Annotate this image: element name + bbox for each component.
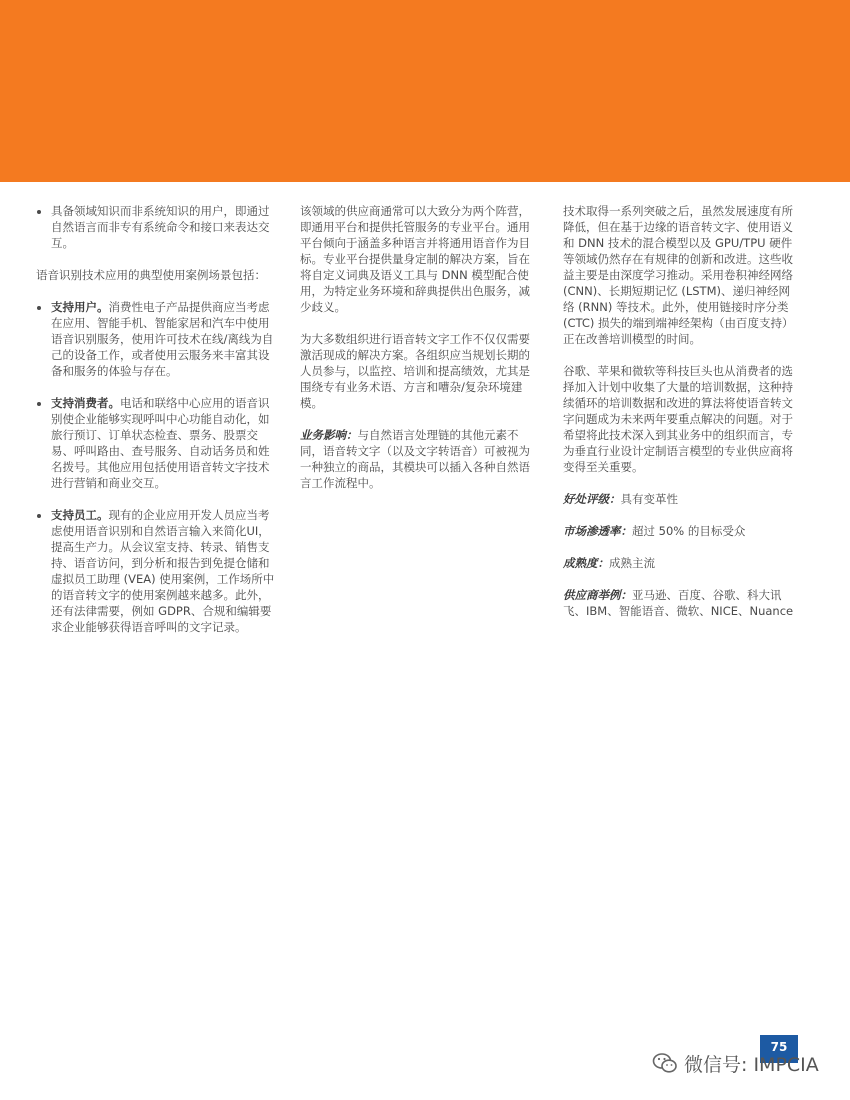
- maturity: [563, 555, 797, 571]
- business-impact-text: 与自然语言处理链的其他元素不同，语音转文字（以及文字转语音）可被视为一种独立的商品，其模块可以插入各种自然语言工作流程中。: [300, 428, 530, 490]
- page-number-badge: 75: [760, 1035, 798, 1063]
- bullet-title: 支持用户。: [51, 300, 109, 314]
- column-2: [300, 203, 534, 507]
- sample-vendors-label: 供应商举例：: [563, 588, 632, 602]
- planning-paragraph: 为大多数组织进行语音转文字工作不仅仅需要激活现成的解决方案。各组织应当规划长期的人员参与，以监控、培训和提高绩效，尤其是围绕专有业务术语、方言和嘈杂/复杂环境建模。: [300, 332, 530, 410]
- list-item: [36, 299, 276, 379]
- bullet-text: 现有的企业应用开发人员应当考虑使用语音识别和自然语言输入来简化UI，提高生产力。从会议室支持、转录、销售支持、语音访问，到分析和报告到免提仓储和虚拟员工助理 (VEA) 使用案例，工作场所中的语音转文字的使用案例越来越多。此外，还有法律需要，例如 GDPR、合规和编辑要求企业能够获得语音呼叫的文字记录。: [51, 508, 275, 634]
- bullet-title: 支持消费者。: [51, 396, 120, 410]
- watermark-text: 微信号: IMPCIA: [684, 1053, 819, 1076]
- column-3: [563, 203, 797, 635]
- list-item: [36, 507, 276, 635]
- vendors-camps-paragraph: 该领域的供应商通常可以大致分为两个阵营，即通用平台和提供托管服务的专业平台。通用平台倾向于涵盖多种语言并将通用语音作为目标。专业平台提供量身定制的解决方案，旨在将自定义词典及语义工具与 DNN 模型配合使用，为特定业务环境和辞典提供出色服务，减少歧义。: [300, 204, 530, 314]
- use-cases-heading: 语音识别技术应用的典型使用案例场景包括：: [36, 268, 266, 282]
- use-cases-list: [36, 299, 276, 635]
- benefit-rating: [563, 491, 797, 507]
- list-item: [36, 395, 276, 491]
- bullet-text: 消费性电子产品提供商应当考虑在应用、智能手机、智能家居和汽车中使用语音识别服务，使用许可技术在线/离线为自己的设备工作，或者使用云服务来丰富其设备和服务的体验与存在。: [51, 300, 274, 378]
- column-1: [36, 203, 276, 651]
- sample-vendors: [563, 587, 797, 619]
- benefit-rating-label: 好处评级：: [563, 492, 621, 506]
- business-impact-label: 业务影响：: [300, 428, 358, 442]
- business-impact: [300, 427, 534, 491]
- market-penetration: [563, 523, 797, 539]
- maturity-value: 成熟主流: [609, 556, 655, 570]
- sample-vendors-value: 亚马逊、百度、谷歌、科大讯飞、IBM、智能语音、微软、NICE、Nuance: [563, 588, 794, 618]
- bullet-text: 电话和联络中心应用的语音识别使企业能够实现呼叫中心功能自动化，如旅行预订、订单状态检查、票务、股票交易、呼叫路由、查号服务、自动话务员和姓名拨号。其他应用包括使用语音转文字技术进行营销和商业交互。: [51, 396, 270, 490]
- intro-list: [36, 203, 276, 251]
- wechat-watermark: [652, 1048, 819, 1078]
- maturity-label: 成熟度：: [563, 556, 609, 570]
- wechat-icon: [652, 1051, 678, 1075]
- market-penetration-label: 市场渗透率：: [563, 524, 632, 538]
- market-penetration-value: 超过 50% 的目标受众: [632, 524, 746, 538]
- benefit-rating-value: 具有变革性: [620, 492, 678, 506]
- technology-paragraph: 技术取得一系列突破之后，虽然发展速度有所降低，但在基于边缘的语音转文字、使用语义和 DNN 技术的混合模型以及 GPU/TPU 硬件等领域仍然存在有规律的创新和改进。这些收益主要是由深度学习推动。采用卷积神经网络 (CNN)、长期短期记忆 (LSTM)、递归神经网络 (RNN) 等技术。此外，使用链接时序分类 (CTC) 损失的端到端神经架构（由百度支持）正在改善培训模型的时间。: [563, 204, 794, 346]
- tech-giants-paragraph: 谷歌、苹果和微软等科技巨头也从消费者的选择加入计划中收集了大量的培训数据，这种持续循环的培训数据和改进的算法将使语音转文字问题成为未来两年要重点解决的问题。对于希望将此技术深入到其业务中的组织而言，专为垂直行业设计定制语言模型的专业供应商将变得至关重要。: [563, 364, 793, 474]
- bullet-title: 支持员工。: [51, 508, 109, 522]
- header-banner: [0, 0, 850, 182]
- intro-bullet: 具备领域知识而非系统知识的用户，即通过自然语言而非专有系统命令和接口来表达交互。: [36, 203, 276, 251]
